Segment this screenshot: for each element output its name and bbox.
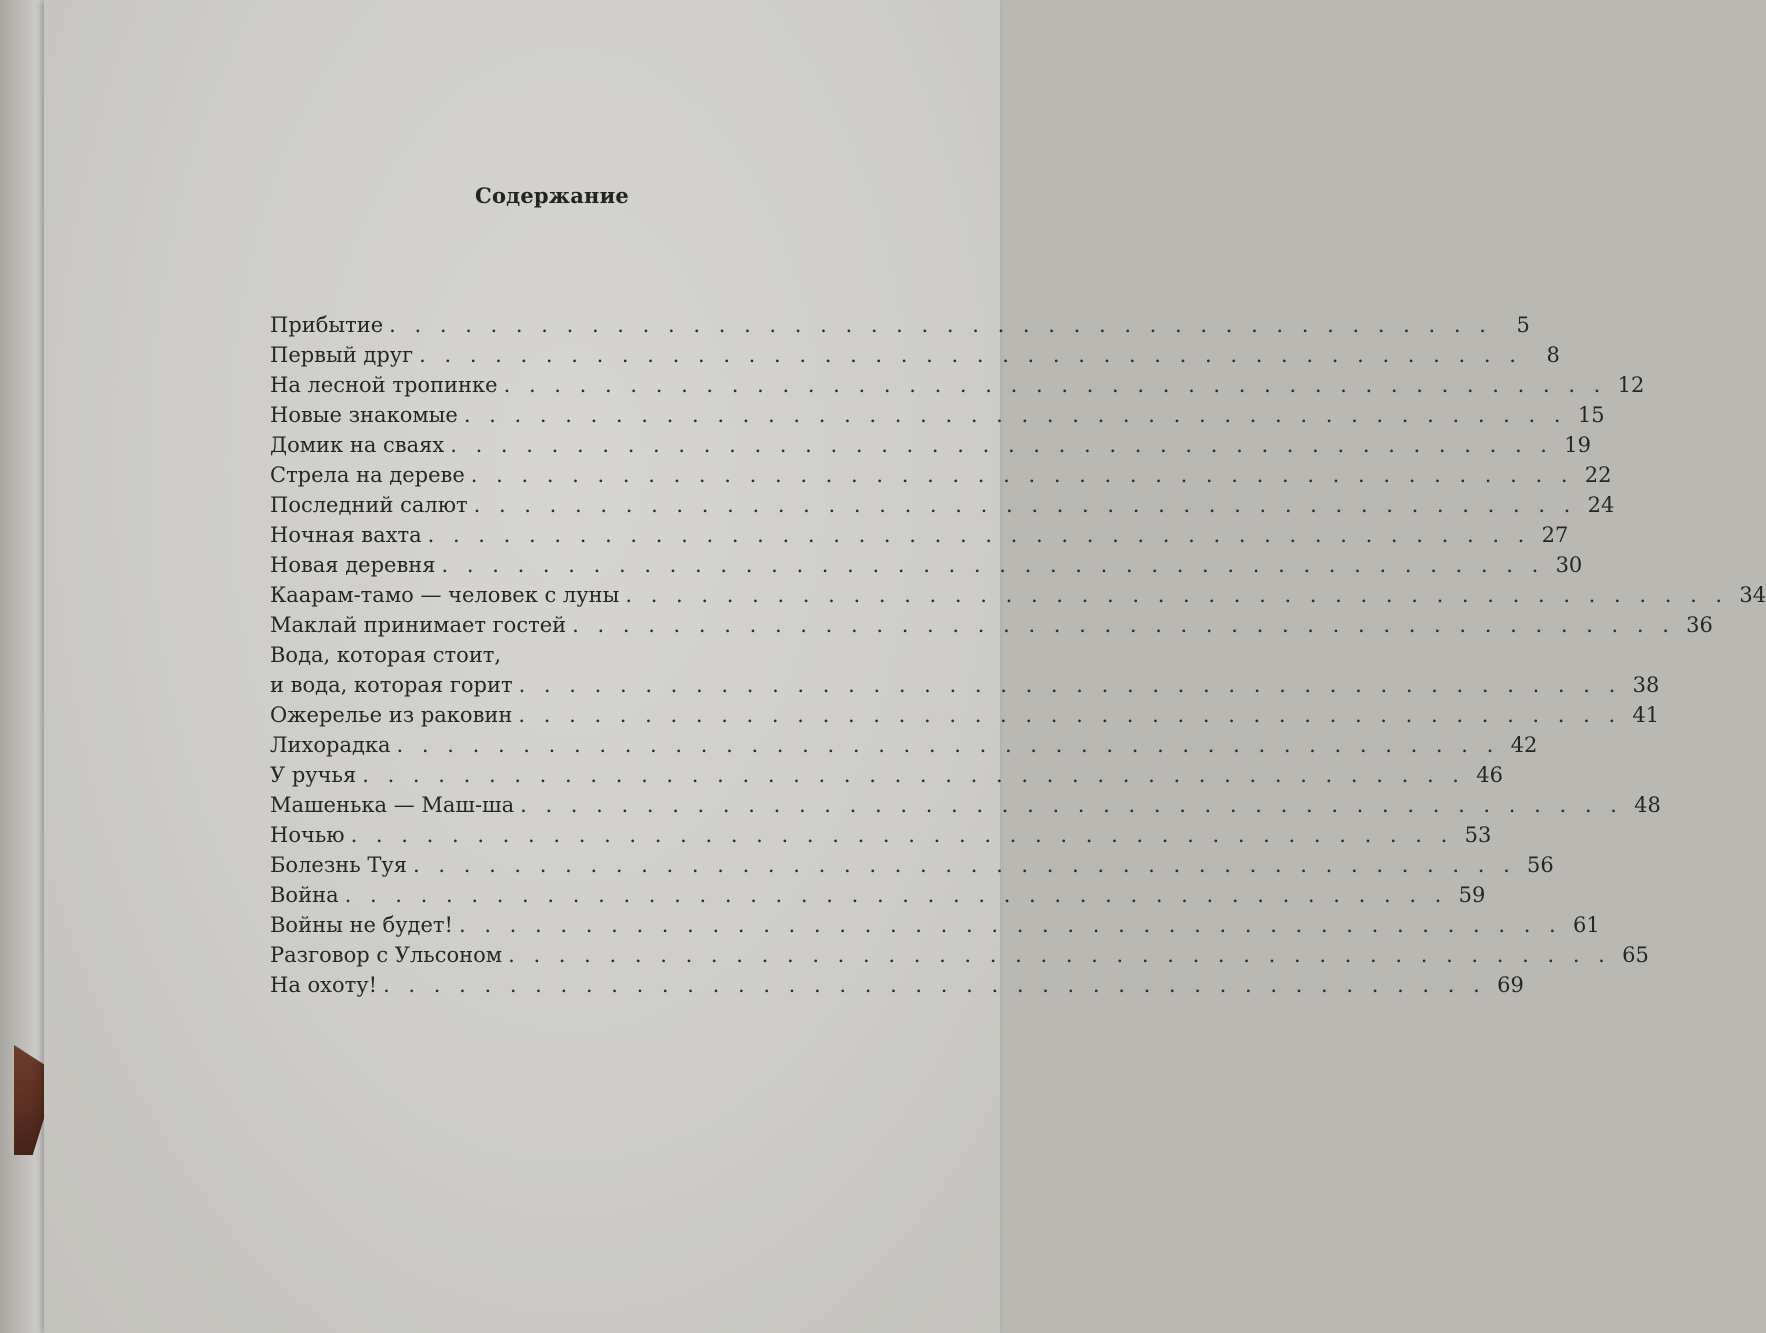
toc-entry-title: Маклай принимает гостей	[270, 613, 567, 637]
toc-entry-page: 15	[1577, 403, 1605, 427]
toc-entry-page: 8	[1546, 343, 1560, 367]
book-page	[44, 0, 1766, 1333]
toc-leader-dots: . . . . . . . . . . . . . . . . . . . . . . . . . . . . . . . . . . . . . . . . . . . .	[441, 553, 1545, 577]
toc-leader-dots: . . . . . . . . . . . . . . . . . . . . . . . . . . . . . . . . . . . . . . . . . . . .	[362, 763, 1465, 787]
toc-entry-title: Разговор с Ульсоном	[270, 943, 503, 967]
toc-entry-title-line2: и вода, которая горит	[270, 673, 513, 697]
toc-entry-title: На лесной тропинке	[270, 373, 498, 397]
toc-entry-page: 65	[1622, 943, 1649, 967]
toc-leader-dots: . . . . . . . . . . . . . . . . . . . . . . . . . . . . . . . . . . . . . . . . . . . .	[625, 583, 1729, 607]
toc-entry	[270, 730, 1538, 760]
toc-leader-dots: . . . . . . . . . . . . . . . . . . . . . . . . . . . . . . . . . . . . . . . . . . . .	[413, 853, 1516, 877]
toc-entry-page: 19	[1564, 433, 1591, 457]
toc-entry	[270, 580, 1766, 610]
toc-entry-title: Ночью	[270, 823, 345, 847]
toc-entry	[270, 970, 1524, 1000]
toc-entry-page: 41	[1632, 703, 1660, 727]
toc-leader-dots: . . . . . . . . . . . . . . . . . . . . . . . . . . . . . . . . . . . . . . . . . . . .	[503, 373, 1607, 397]
toc-entry-page: 42	[1510, 733, 1538, 757]
toc-entry-page: 30	[1555, 553, 1583, 577]
toc-leader-dots: . . . . . . . . . . . . . . . . . . . . . . . . . . . . . . . . . . . . . . . . . . . .	[508, 943, 1611, 967]
page-title: Содержание	[475, 183, 629, 208]
toc-entry-page: 36	[1686, 613, 1713, 637]
toc-leader-dots: . . . . . . . . . . . . . . . . . . . . . . . . . . . . . . . . . . . . . . . . . . . .	[470, 463, 1574, 487]
toc-entry-title: У ручья	[270, 763, 357, 787]
toc-entry	[270, 850, 1554, 880]
toc-entry-title: Болезнь Туя	[270, 853, 408, 877]
toc-leader-dots: . . . . . . . . . . . . . . . . . . . . . . . . . . . . . . . . . . . . . . . . . . . .	[344, 883, 1448, 907]
toc-leader-dots: . . . . . . . . . . . . . . . . . . . . . . . . . . . . . . . . . . . . . . . . . . . .	[463, 403, 1567, 427]
toc-leader-dots: . . . . . . . . . . . . . . . . . . . . . . . . . . . . . . . . . . . . . . . . . . . .	[518, 673, 1622, 697]
toc-leader-dots: . . . . . . . . . . . . . . . . . . . . . . . . . . . . . . . . . . . . . . . . . . . .	[419, 343, 1522, 367]
toc-entry-page: 61	[1573, 913, 1600, 937]
toc-entry-page: 5	[1516, 313, 1530, 337]
toc-leader-dots: . . . . . . . . . . . . . . . . . . . . . . . . . . . . . . . . . . . . . . . . . . . .	[458, 913, 1562, 937]
toc-entry-title: Стрела на дереве	[270, 463, 465, 487]
toc-entry	[270, 910, 1600, 940]
toc-entry	[270, 700, 1660, 730]
toc-entry-title: Ночная вахта	[270, 523, 422, 547]
toc-entry	[270, 880, 1486, 910]
toc-entry	[270, 310, 1530, 340]
toc-entry-title: Каарам-тамо — человек с луны	[270, 583, 620, 607]
toc-entry	[270, 610, 1713, 640]
toc-entry-page: 69	[1497, 973, 1524, 997]
toc-leader-dots: . . . . . . . . . . . . . . . . . . . . . . . . . . . . . . . . . . . . . . . . . . . .	[350, 823, 1454, 847]
toc-entry	[270, 520, 1569, 550]
table-of-contents	[270, 310, 1766, 1000]
toc-leader-dots: . . . . . . . . . . . . . . . . . . . . . . . . . . . . . . . . . . . . . . . . . . . .	[389, 313, 1492, 337]
toc-entry-title: Машенька — Маш-ша	[270, 793, 515, 817]
toc-entry-title: Война	[270, 883, 339, 907]
toc-entry	[270, 340, 1560, 370]
toc-entry	[270, 670, 1660, 700]
toc-entry-page: 12	[1617, 373, 1645, 397]
toc-entry	[270, 940, 1649, 970]
toc-leader-dots: . . . . . . . . . . . . . . . . . . . . . . . . . . . . . . . . . . . . . . . . . . . .	[572, 613, 1675, 637]
toc-leader-dots: . . . . . . . . . . . . . . . . . . . . . . . . . . . . . . . . . . . . . . . . . . . .	[427, 523, 1531, 547]
toc-leader-dots: . . . . . . . . . . . . . . . . . . . . . . . . . . . . . . . . . . . . . . . . . . . .	[396, 733, 1500, 757]
toc-entry	[270, 490, 1615, 520]
toc-entry-page: 56	[1527, 853, 1554, 877]
toc-entry-title: Войны не будет!	[270, 913, 453, 937]
toc-entry-title: Новые знакомые	[270, 403, 458, 427]
toc-entry-title: Первый друг	[270, 343, 414, 367]
toc-entry-page: 24	[1587, 493, 1615, 517]
toc-entry	[270, 400, 1605, 430]
toc-entry-page: 59	[1458, 883, 1486, 907]
toc-entry-page: 34	[1739, 583, 1766, 607]
toc-entry	[270, 790, 1661, 820]
toc-entry-first-line	[270, 640, 850, 670]
toc-entry	[270, 760, 1503, 790]
toc-leader-dots: . . . . . . . . . . . . . . . . . . . . . . . . . . . . . . . . . . . . . . . . . . . .	[383, 973, 1486, 997]
toc-entry	[270, 370, 1645, 400]
toc-entry	[270, 820, 1492, 850]
toc-entry-page: 27	[1541, 523, 1569, 547]
toc-leader-dots: . . . . . . . . . . . . . . . . . . . . . . . . . . . . . . . . . . . . . . . . . . . .	[520, 793, 1623, 817]
toc-entry-title: Вода, которая стоит,	[270, 643, 502, 667]
toc-entry-page: 48	[1634, 793, 1661, 817]
toc-leader-dots: . . . . . . . . . . . . . . . . . . . . . . . . . . . . . . . . . . . . . . . . . . . .	[473, 493, 1577, 517]
toc-entry-page: 46	[1476, 763, 1503, 787]
toc-entry-page: 53	[1464, 823, 1492, 847]
toc-entry	[270, 460, 1612, 490]
toc-entry-title: Новая деревня	[270, 553, 436, 577]
toc-entry-page: 38	[1632, 673, 1660, 697]
toc-entry	[270, 550, 1583, 580]
toc-entry-title: Прибытие	[270, 313, 384, 337]
toc-entry-title: Ожерелье из раковин	[270, 703, 513, 727]
toc-entry-page: 22	[1584, 463, 1612, 487]
toc-entry-title: На охоту!	[270, 973, 378, 997]
toc-leader-dots: . . . . . . . . . . . . . . . . . . . . . . . . . . . . . . . . . . . . . . . . . . . .	[450, 433, 1553, 457]
toc-entry	[270, 430, 1591, 460]
toc-entry-title: Домик на сваях	[270, 433, 445, 457]
toc-leader-dots: . . . . . . . . . . . . . . . . . . . . . . . . . . . . . . . . . . . . . . . . . . . .	[518, 703, 1622, 727]
toc-entry-title: Лихорадка	[270, 733, 391, 757]
toc-entry-title: Последний салют	[270, 493, 468, 517]
